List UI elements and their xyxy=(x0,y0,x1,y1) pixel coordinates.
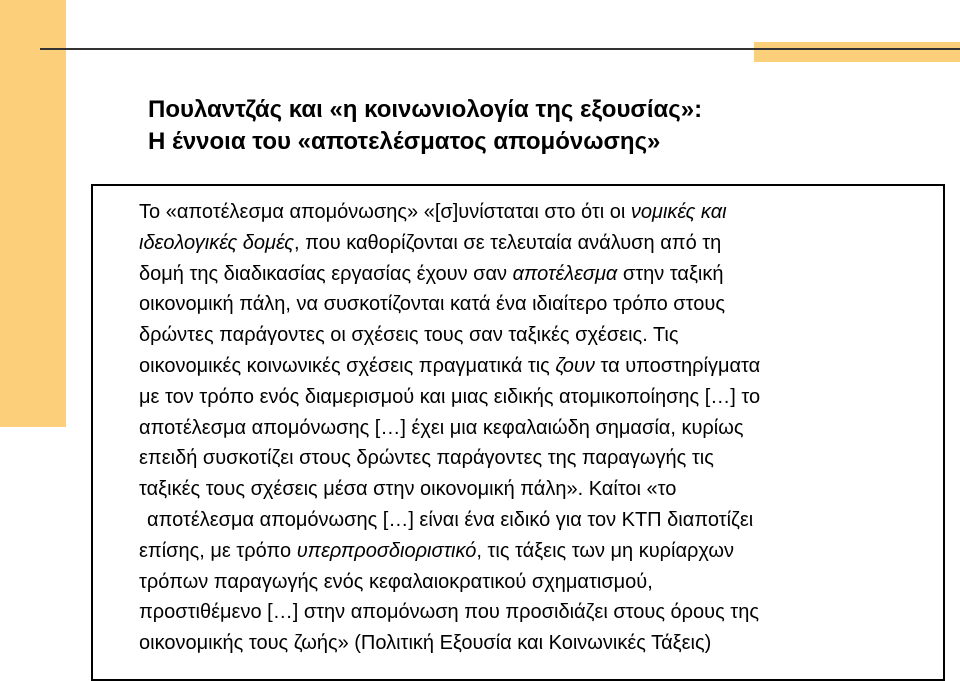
quote-line-15: οικονομικής τους ζωής» (Πολιτική Εξουσία και Κοινωνικές Τάξεις) xyxy=(139,632,712,655)
quote-line-11: αποτέλεσμα απομόνωσης […] είναι ένα ειδικό για τον ΚΤΠ διαποτίζει xyxy=(147,508,754,531)
quote-line-8: αποτέλεσμα απομόνωσης […] έχει μια κεφαλαιώδη σημασία, κυρίως xyxy=(139,416,744,439)
quote-line-10: ταξικές τους σχέσεις μέσα στην οικονομική πάλη». Καίτοι «το xyxy=(139,478,677,501)
quote-text-run: οικονομικές κοινωνικές σχέσεις πραγματικά τις xyxy=(139,354,556,377)
quote-line-3 xyxy=(139,259,760,290)
quote-italic-run: ιδεολογικές δομές xyxy=(139,231,294,254)
quote-line-6 xyxy=(139,351,760,382)
quote-italic-run: υπερπροσδιοριστικό xyxy=(296,539,477,562)
quote-text-run: τα υποστηρίγματα xyxy=(594,354,761,377)
title-line-2: Η έννοια του «αποτελέσματος απομόνωσης» xyxy=(148,128,661,155)
quote-italic-run: αποτέλεσμα xyxy=(512,262,618,285)
quote-line-12 xyxy=(139,536,760,567)
quote-text-run: επίσης, με τρόπο xyxy=(139,539,297,562)
quote-italic-run: νομικές και xyxy=(630,201,727,223)
top-right-accent-block xyxy=(754,42,960,62)
quote-text-run: στην ταξική xyxy=(617,262,724,285)
quote-line-9: επειδή συσκοτίζει στους δρώντες παράγοντες της παραγωγής τις xyxy=(139,447,714,470)
quote-text-run: , που καθορίζονται σε τελευταία ανάλυση από τη xyxy=(293,231,722,254)
quote-line-1 xyxy=(139,197,760,228)
quote-line-2 xyxy=(139,228,760,259)
quote-line-4: οικονομική πάλη, να συσκοτίζονται κατά ένα ιδιαίτερο τρόπο στους xyxy=(139,293,725,316)
quote-line-7: με τον τρόπο ενός διαμερισμού και μιας ειδικής ατομικοποίησης […] το xyxy=(139,385,761,408)
slide-title xyxy=(148,94,702,158)
quote-line-14: προστιθέμενο […] στην απομόνωση που προσιδιάζει στους όρους της xyxy=(139,601,759,624)
top-divider-line xyxy=(40,48,960,50)
quote-text-run: δομή της διαδικασίας εργασίας έχουν σαν xyxy=(139,262,513,285)
left-accent-bar xyxy=(0,0,66,427)
quote-text xyxy=(139,197,760,659)
title-line-1: Πουλαντζάς και «η κοινωνιολογία της εξουσίας»: xyxy=(148,96,703,123)
quote-line-5: δρώντες παράγοντες οι σχέσεις τους σαν ταξικές σχέσεις. Τις xyxy=(139,324,679,347)
quote-text-run: , τις τάξεις των μη κυρίαρχων xyxy=(476,539,734,562)
quote-line-13: τρόπων παραγωγής ενός κεφαλαιοκρατικού σχηματισμού, xyxy=(139,570,653,593)
quote-text-run: Το «αποτέλεσμα απομόνωσης» «[σ]υνίσταται στο ότι οι xyxy=(139,201,631,223)
quote-italic-run: ζουν xyxy=(555,354,595,377)
